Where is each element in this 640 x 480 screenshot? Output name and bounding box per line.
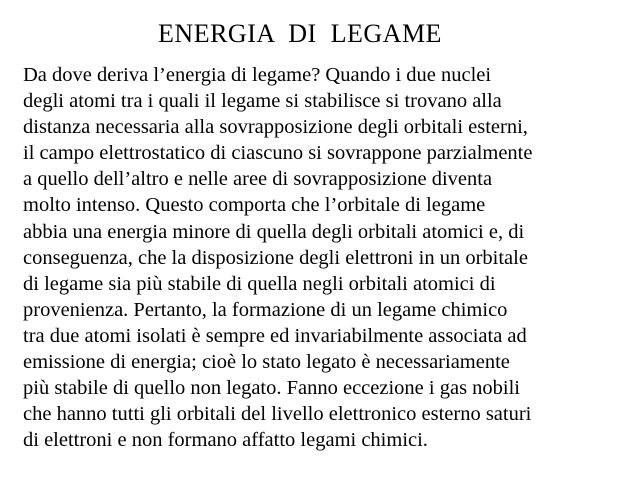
paragraph-line: più stabile di quello non legato. Fanno eccezione i gas nobili <box>23 377 521 400</box>
paragraph-line: Da dove deriva l’energia di legame? Quando i due nuclei <box>23 64 492 86</box>
paragraph-line: abbia una energia minore di quella degli orbitali atomici e, di <box>23 220 525 243</box>
paragraph-line: conseguenza, che la disposizione degli elettroni in un orbitale <box>23 246 528 269</box>
paragraph-line: degli atomi tra i quali il legame si stabilisce si trovano alla <box>23 90 502 113</box>
paragraph-line: emissione di energia; cioè lo stato legato è necessariamente <box>23 351 510 374</box>
slide-title: ENERGIA DI LEGAME <box>158 19 442 48</box>
paragraph-line: molto intenso. Questo comporta che l’orbitale di legame <box>23 194 486 217</box>
paragraph-line: a quello dell’altro e nelle aree di sovrapposizione diventa <box>23 168 493 191</box>
paragraph-line: di elettroni e non formano affatto legami chimici. <box>23 429 428 452</box>
paragraph-line: di legame sia più stabile di quella negli orbitali atomici di <box>23 272 496 295</box>
slide-body-paragraph <box>23 62 623 453</box>
paragraph-line: il campo elettrostatico di ciascuno si sovrappone parzialmente <box>23 142 533 165</box>
paragraph-line: distanza necessaria alla sovrapposizione degli orbitali esterni, <box>23 116 528 139</box>
paragraph-line: tra due atomi isolati è sempre ed invariabilmente associata ad <box>23 324 527 347</box>
paragraph-line: che hanno tutti gli orbitali del livello elettronico esterno saturi <box>23 403 532 426</box>
paragraph-line: provenienza. Pertanto, la formazione di un legame chimico <box>23 298 508 321</box>
